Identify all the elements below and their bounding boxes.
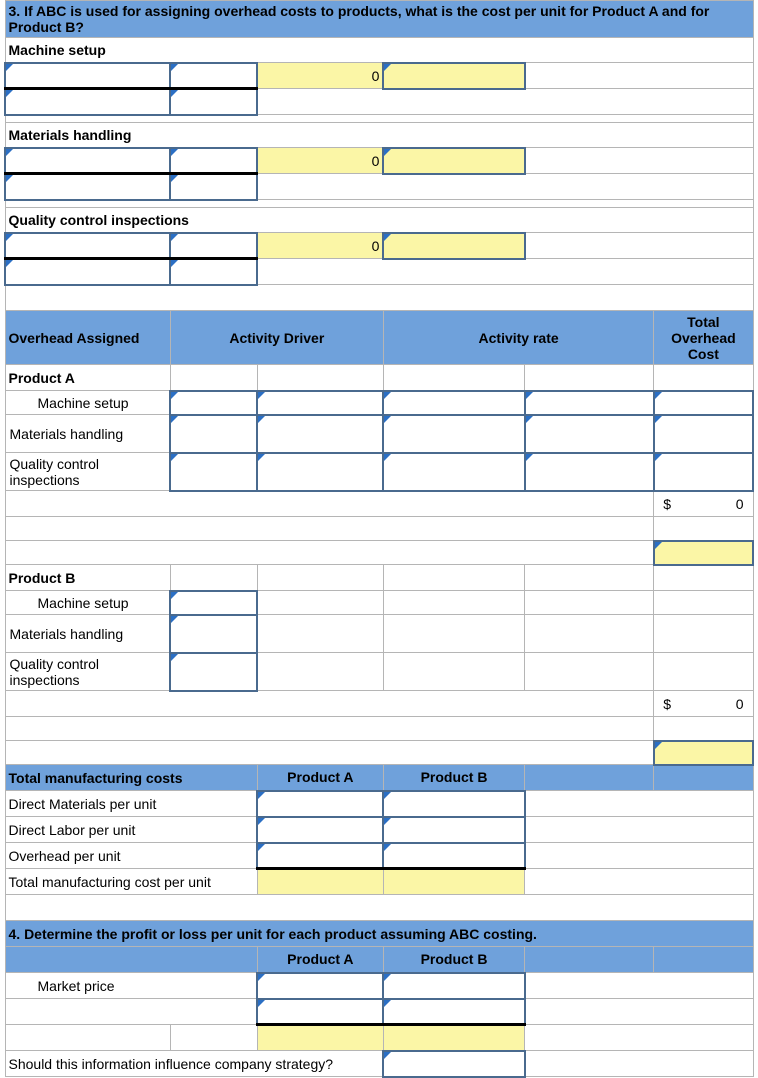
product-a-label: Product A xyxy=(5,365,170,391)
mfg-header: Total manufacturing costs xyxy=(5,765,257,791)
direct-materials-product-b-input[interactable] xyxy=(383,791,524,817)
product-b-item-materials-handling: Materials handling xyxy=(5,615,170,653)
direct-labor-product-b-input[interactable] xyxy=(383,817,524,843)
market-price-product-b-input[interactable] xyxy=(383,973,524,999)
mfg-col-product-a: Product A xyxy=(257,765,383,791)
market-price-label: Market price xyxy=(5,973,257,999)
pool-label-materials-handling: Materials handling xyxy=(5,123,753,148)
pool-quality-control-rate-input[interactable] xyxy=(383,233,524,259)
abc-worksheet xyxy=(4,0,754,1078)
pool-materials-handling-input-3[interactable] xyxy=(5,174,170,200)
mfg-row-total: Total manufacturing cost per unit xyxy=(5,869,257,895)
direct-labor-product-a-input[interactable] xyxy=(257,817,383,843)
pool-label-machine-setup: Machine setup xyxy=(5,38,753,63)
total-cost-product-b xyxy=(383,869,524,895)
product-a-machine-setup-input-3[interactable] xyxy=(383,391,524,415)
product-a-total-dollar-sign: $ xyxy=(663,495,672,512)
profit-product-a xyxy=(257,1025,383,1051)
pool-machine-setup-rate-input[interactable] xyxy=(383,63,524,89)
pool-materials-handling-cost: 0 xyxy=(371,152,380,169)
pool-quality-control-input-3[interactable] xyxy=(5,259,170,285)
product-b-machine-setup-input-1[interactable] xyxy=(170,591,257,615)
q4-col-product-a: Product A xyxy=(257,947,383,973)
direct-materials-product-a-input[interactable] xyxy=(257,791,383,817)
pool-quality-control-input-1[interactable] xyxy=(5,233,170,259)
q3-title: 3. If ABC is used for assigning overhead costs to products, what is the cost per unit for Product A and for Product B? xyxy=(5,1,753,38)
product-a-materials-handling-input-1[interactable] xyxy=(170,415,257,453)
pool-machine-setup-input-2[interactable] xyxy=(170,63,257,89)
q4-col-product-b: Product B xyxy=(383,947,524,973)
header-overhead-assigned: Overhead Assigned xyxy=(5,311,170,365)
pool-machine-setup-input-3[interactable] xyxy=(5,89,170,115)
header-activity-driver: Activity Driver xyxy=(170,311,383,365)
product-a-total-overhead-value: 0 xyxy=(735,495,744,512)
product-a-quality-control-input-2[interactable] xyxy=(257,453,383,491)
product-a-item-quality-control: Quality control inspections xyxy=(5,453,170,491)
pool-quality-control-input-2[interactable] xyxy=(170,233,257,259)
product-b-label: Product B xyxy=(5,565,170,591)
product-a-quality-control-input-1[interactable] xyxy=(170,453,257,491)
q4-row2-product-b-input[interactable] xyxy=(383,999,524,1025)
pool-machine-setup-input-4[interactable] xyxy=(170,89,257,115)
product-b-overhead-per-unit-input[interactable] xyxy=(654,741,753,765)
product-a-machine-setup-input-1[interactable] xyxy=(170,391,257,415)
product-b-total-overhead-value: 0 xyxy=(735,695,744,712)
product-a-materials-handling-input-2[interactable] xyxy=(257,415,383,453)
product-b-item-quality-control: Quality control inspections xyxy=(5,653,170,691)
pool-materials-handling-input-2[interactable] xyxy=(170,148,257,174)
product-a-quality-control-input-4[interactable] xyxy=(525,453,654,491)
pool-materials-handling-input-1[interactable] xyxy=(5,148,170,174)
market-price-product-a-input[interactable] xyxy=(257,973,383,999)
overhead-product-b-input[interactable] xyxy=(383,843,524,869)
product-a-materials-handling-input-3[interactable] xyxy=(383,415,524,453)
overhead-product-a-input[interactable] xyxy=(257,843,383,869)
pool-label-quality-control: Quality control inspections xyxy=(5,208,753,233)
header-activity-rate: Activity rate xyxy=(383,311,653,365)
product-b-quality-control-input-1[interactable] xyxy=(170,653,257,691)
pool-quality-control-input-4[interactable] xyxy=(170,259,257,285)
pool-machine-setup-cost: 0 xyxy=(371,67,380,84)
mfg-row-direct-materials: Direct Materials per unit xyxy=(5,791,257,817)
product-a-item-machine-setup: Machine setup xyxy=(5,391,170,415)
profit-product-b xyxy=(383,1025,524,1051)
product-a-quality-control-total-input[interactable] xyxy=(654,453,753,491)
product-a-machine-setup-input-2[interactable] xyxy=(257,391,383,415)
strategy-answer-select[interactable] xyxy=(383,1051,524,1077)
product-a-materials-handling-input-4[interactable] xyxy=(525,415,654,453)
product-b-materials-handling-input-1[interactable] xyxy=(170,615,257,653)
pool-materials-handling-rate-input[interactable] xyxy=(383,148,524,174)
product-b-total-dollar-sign: $ xyxy=(663,695,672,712)
product-a-quality-control-input-3[interactable] xyxy=(383,453,524,491)
product-a-machine-setup-input-4[interactable] xyxy=(525,391,654,415)
product-a-materials-handling-total-input[interactable] xyxy=(654,415,753,453)
mfg-row-direct-labor: Direct Labor per unit xyxy=(5,817,257,843)
q4-title: 4. Determine the profit or loss per unit for each product assuming ABC costing. xyxy=(5,921,753,947)
q4-row2-product-a-input[interactable] xyxy=(257,999,383,1025)
strategy-question: Should this information influence company strategy? xyxy=(5,1051,383,1077)
header-total-overhead-cost: Total Overhead Cost xyxy=(654,311,753,365)
mfg-row-overhead: Overhead per unit xyxy=(5,843,257,869)
product-a-item-materials-handling: Materials handling xyxy=(5,415,170,453)
total-cost-product-a xyxy=(257,869,383,895)
pool-quality-control-cost: 0 xyxy=(371,237,380,254)
pool-materials-handling-input-4[interactable] xyxy=(170,174,257,200)
mfg-col-product-b: Product B xyxy=(383,765,524,791)
product-b-item-machine-setup: Machine setup xyxy=(5,591,170,615)
product-a-machine-setup-total-input[interactable] xyxy=(654,391,753,415)
pool-machine-setup-input-1[interactable] xyxy=(5,63,170,89)
product-a-overhead-per-unit-input[interactable] xyxy=(654,541,753,565)
